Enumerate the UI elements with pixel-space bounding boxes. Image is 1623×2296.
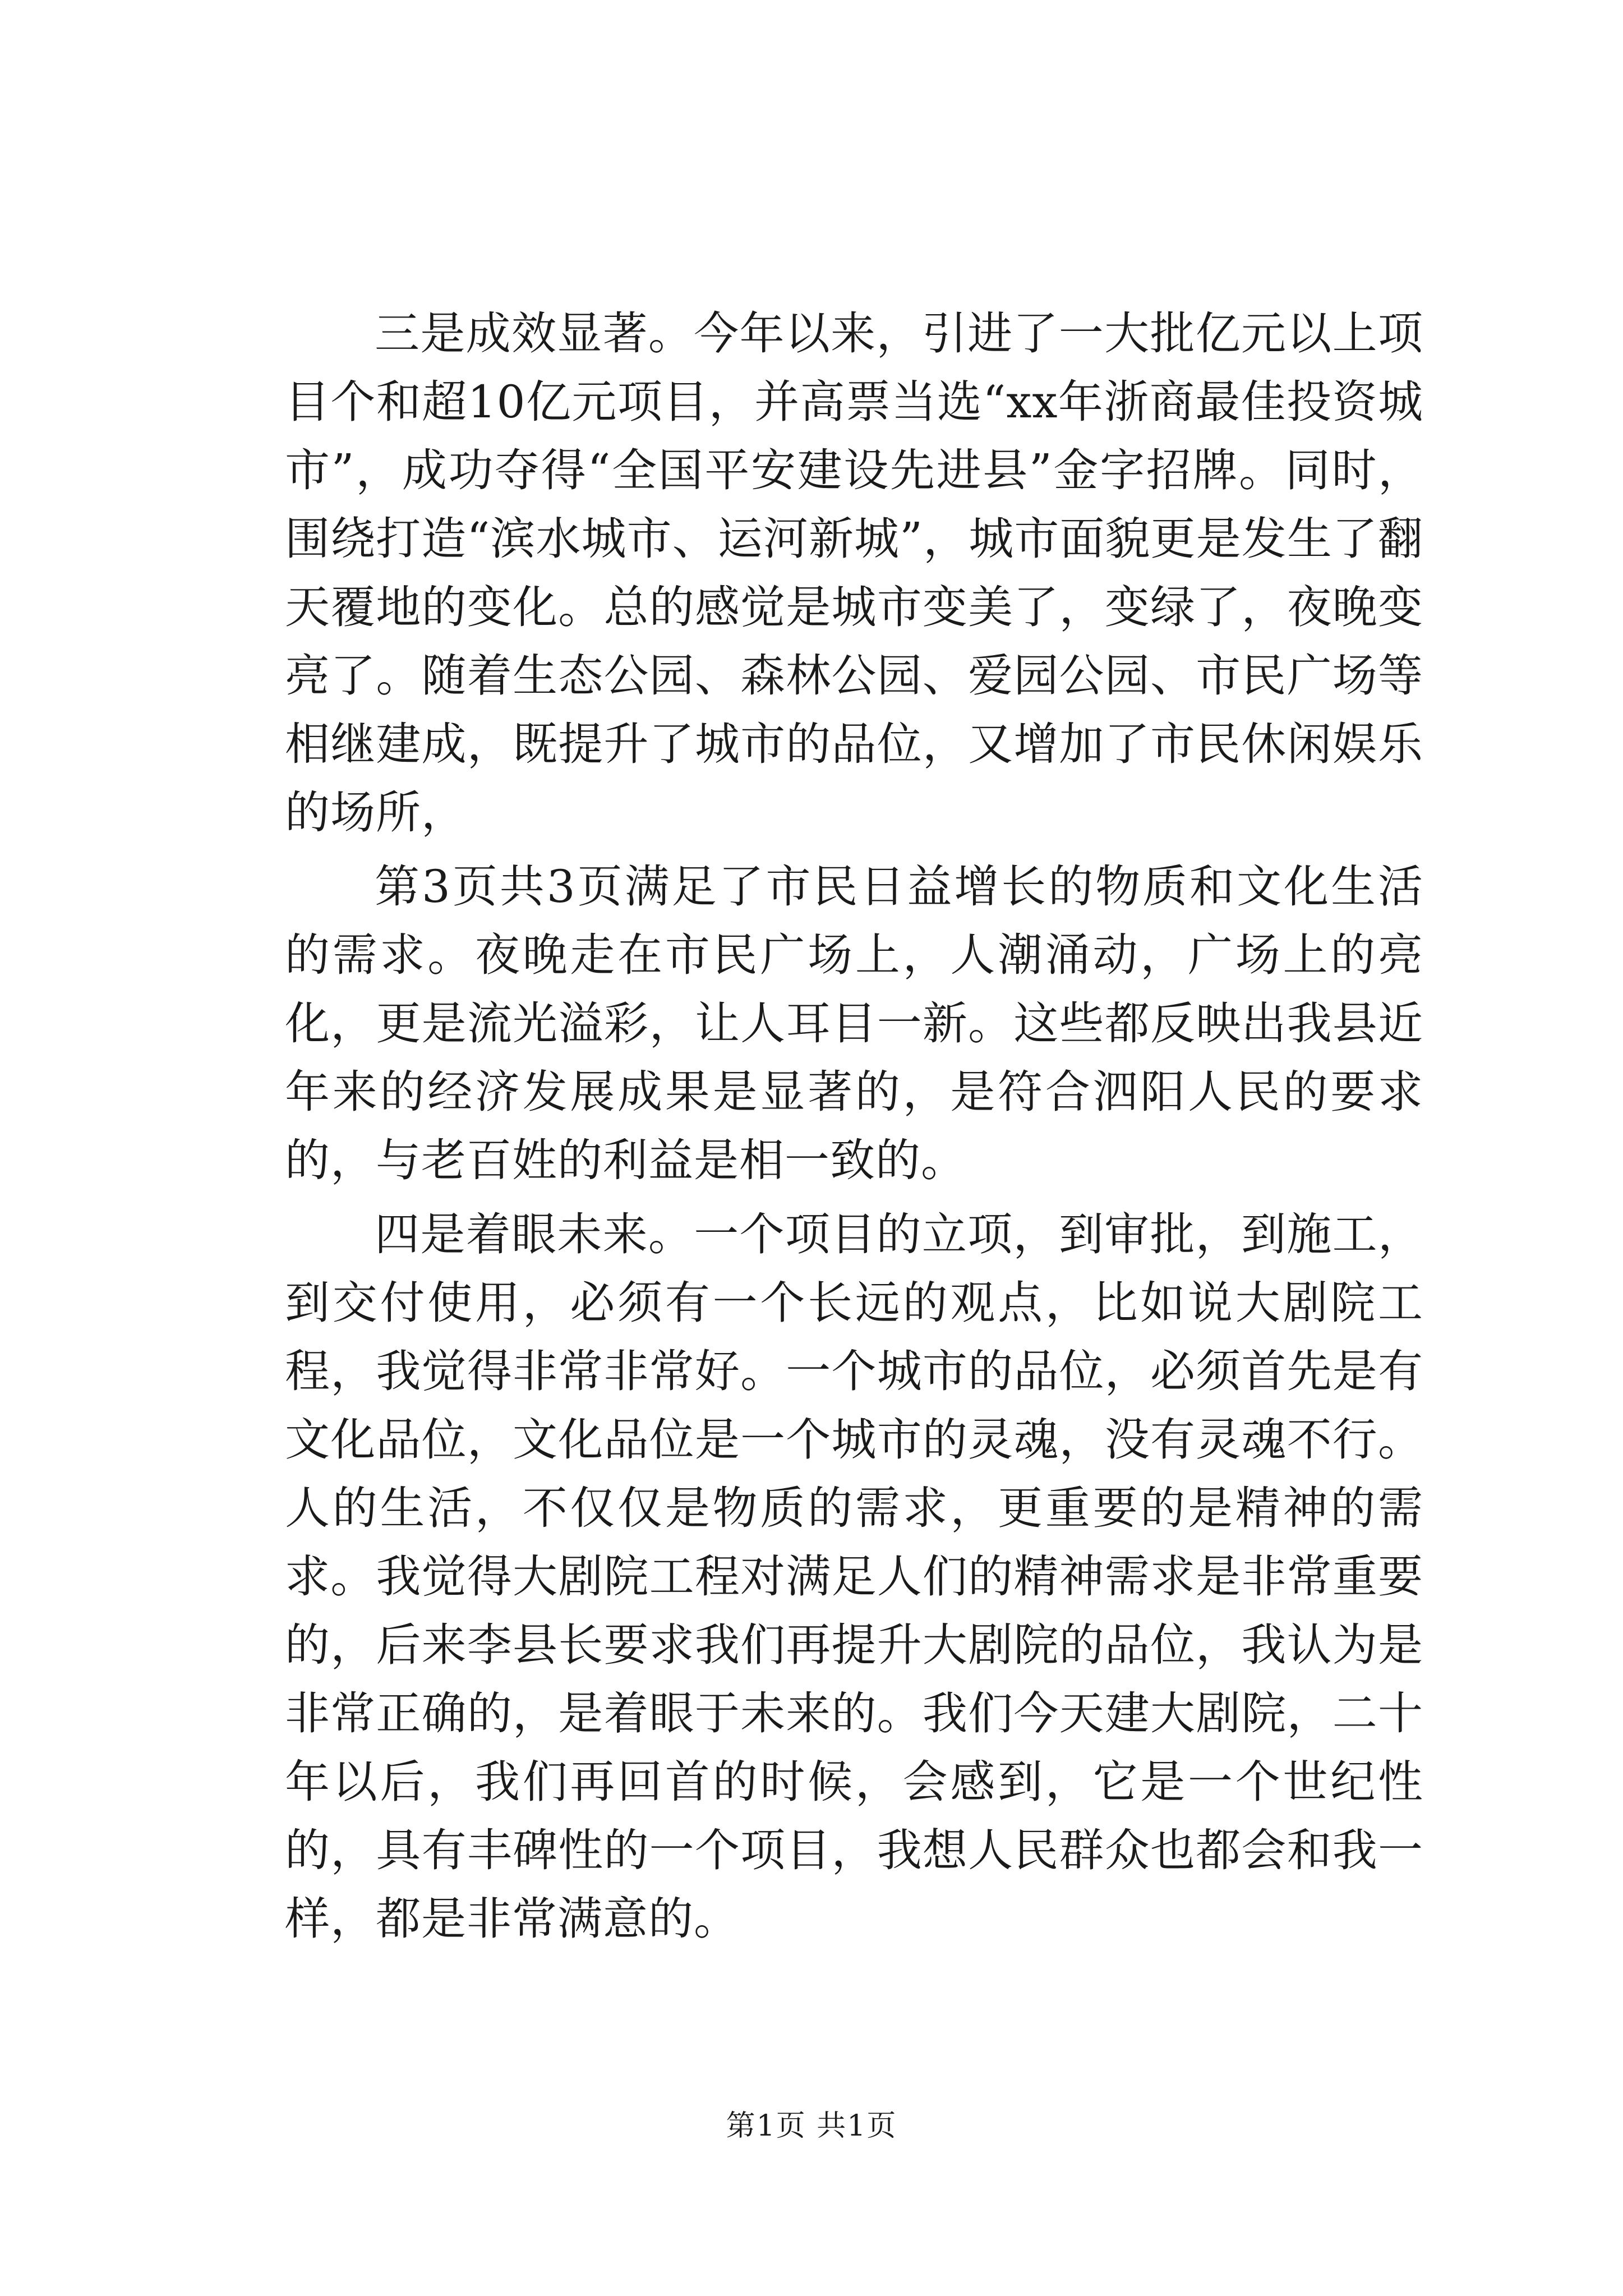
paragraph-future-vision: 四是着眼未来。一个项目的立项，到审批，到施工，到交付使用，必须有一个长远的观点，比如说大剧院工程，我觉得非常非常好。一个城市的品位，必须首先是有文化品位，文化品位是一个城市的灵魂，没有灵魂不行。人的生活，不仅仅是物质的需求，更重要的是精神的需求。我觉得大剧院工程对满足人们的精神需求是非常重要的，后来李县长要求我们再提升大剧院的品位，我认为是非常正确的，是着眼于未来的。我们今天建大剧院，二十年以后，我们再回首的时候，会感到，它是一个世纪性的，具有丰碑性的一个项目，我想人民群众也都会和我一样，都是非常满意的。 bbox=[285, 1208, 1423, 1945]
paragraph-achievements: 三是成效显著。今年以来，引进了一大批亿元以上项目个和超10亿元项目，并高票当选“xx年浙商最佳投资城市”，成功夺得“全国平安建设先进县”金字招牌。同时，围绕打造“滨水城市、运河新城”，城市面貌更是发生了翻天覆地的变化。总的感觉是城市变美了，变绿了，夜晚变亮了。随着生态公园、森林公园、爱园公园、市民广场等相继建成，既提升了城市的品位，又增加了市民休闲娱乐的场所， bbox=[285, 307, 1423, 839]
document-body bbox=[285, 300, 1423, 1959]
paragraph-public-demand: 第3页共3页满足了市民日益增长的物质和文化生活的需求。夜晚走在市民广场上，人潮涌动，广场上的亮化，更是流光溢彩，让人耳目一新。这些都反映出我县近年来的经济发展成果是显著的，是符合泗阳人民的要求的，与老百姓的利益是相一致的。 bbox=[285, 861, 1423, 1186]
page-footer: 第1页 共1页 bbox=[726, 2109, 897, 2143]
